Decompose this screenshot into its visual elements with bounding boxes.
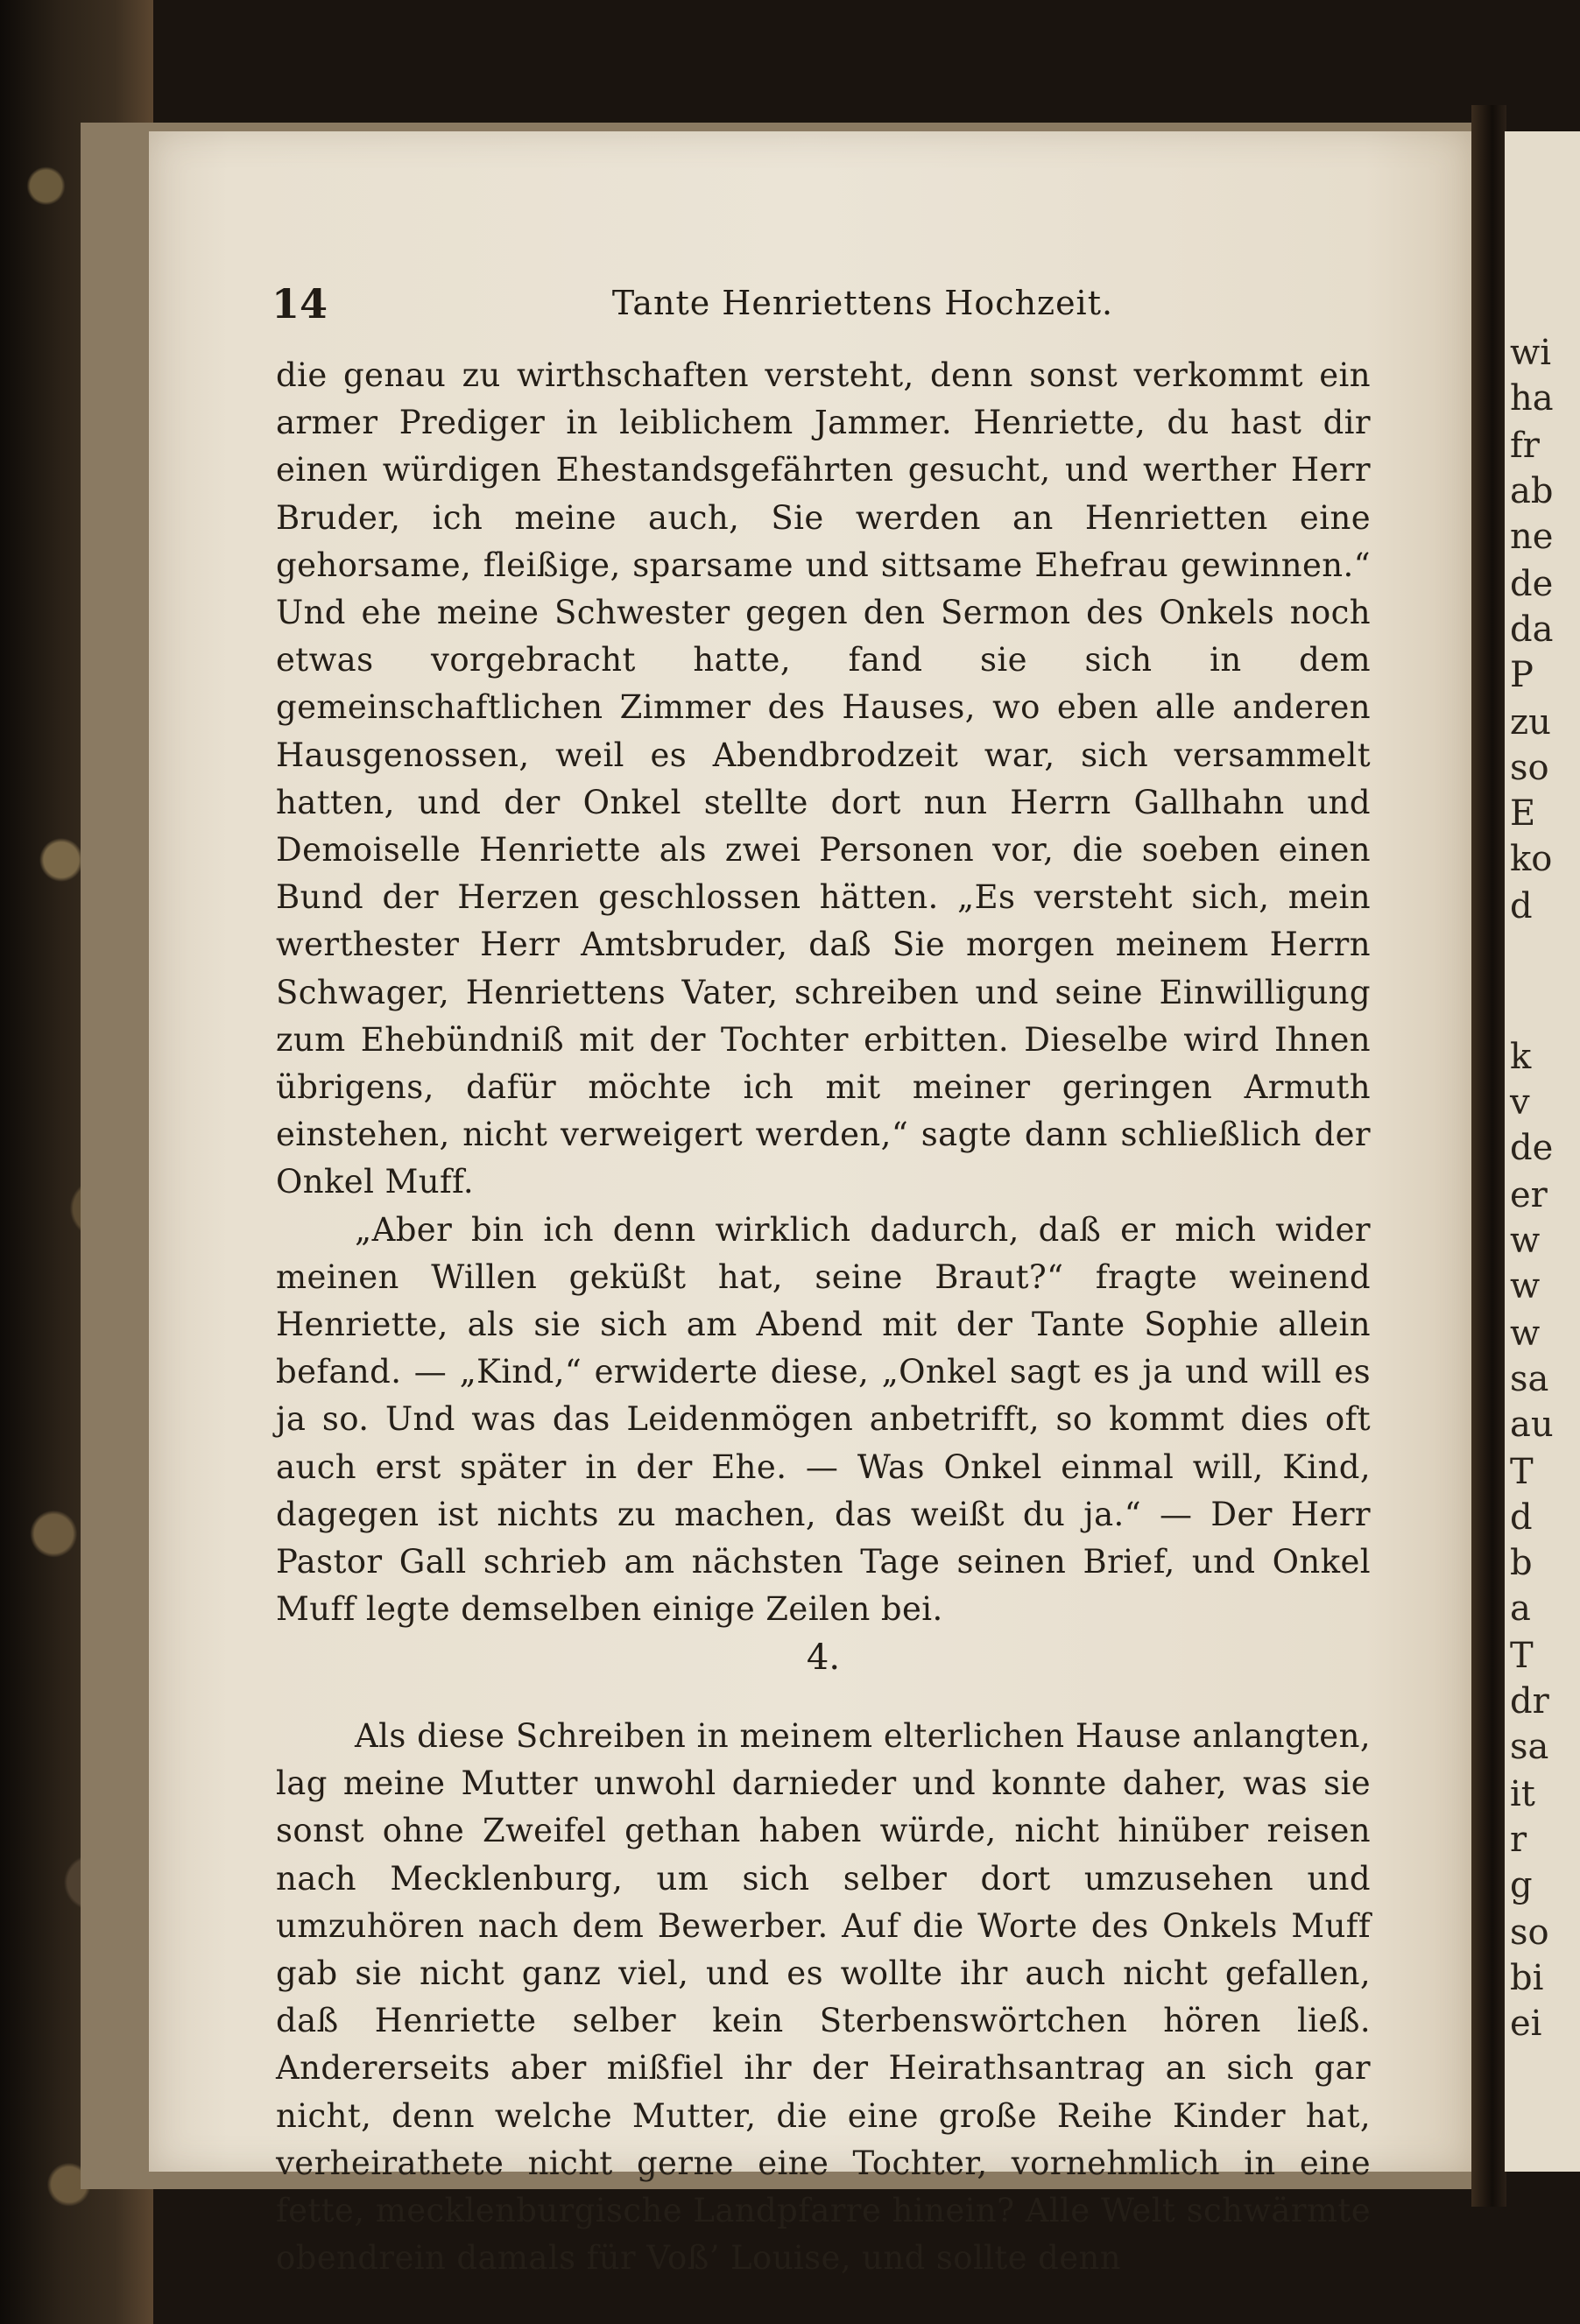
facing-page-fragment: T xyxy=(1510,1636,1534,1676)
facing-page-edge xyxy=(1505,131,1580,2172)
facing-page-fragment: b xyxy=(1510,1543,1533,1583)
facing-page-fragment: ha xyxy=(1510,378,1554,419)
facing-page-fragment: so xyxy=(1510,748,1549,788)
facing-page-fragment: au xyxy=(1510,1405,1554,1445)
facing-page-fragment: it xyxy=(1510,1774,1535,1814)
facing-page-fragment: P xyxy=(1510,655,1534,695)
facing-page-fragment: fr xyxy=(1510,426,1540,466)
facing-page-fragment: sa xyxy=(1510,1727,1549,1767)
facing-page-fragment: so xyxy=(1510,1912,1549,1953)
facing-page-fragment: k xyxy=(1510,1037,1532,1077)
facing-page-fragment: bi xyxy=(1510,1958,1544,1998)
facing-page-fragment: zu xyxy=(1510,702,1551,743)
facing-page-fragment: ko xyxy=(1510,839,1553,879)
facing-page-fragment: g xyxy=(1510,1865,1533,1905)
facing-page-fragment: w xyxy=(1510,1266,1541,1306)
facing-page-fragment: E xyxy=(1510,793,1536,834)
facing-page-fragment: T xyxy=(1510,1452,1534,1492)
paragraph: Als diese Schreiben in meinem elterlichen Hause anlangten, lag meine Mutter unwohl darnieder und konnte daher, was sie sonst ohne Zweifel gethan haben würde, nicht hinüber reisen nach Mecklenburg, um sich selber dort umzusehen und umzuhören nach dem Bewerber. Auf die Worte des Onkels Muff gab sie nicht ganz viel, und es wollte ihr auch nicht gefallen, daß Henriette selber kein Sterbenswörtchen hören ließ. Andererseits aber mißfiel ihr der Heirathsantrag an sich gar nicht, denn welche Mutter, die eine große Reihe Kinder hat, verheirathete nicht gerne eine Tochter, vornehmlich in eine fette, mecklenburgische Landpfarre hinein? Alle Welt schwärmte obendrein damals für Voß’ Louise, und sollte denn xyxy=(276,1717,1371,2278)
text-block-after-section xyxy=(276,1713,1371,2282)
paragraph: „Aber bin ich denn wirklich dadurch, daß er mich wider meinen Willen geküßt hat, seine Braut?“ fragte weinend Henriette, als sie sich am Abend mit der Tante Sophie allein befand. — „Kind,“ erwiderte diese, „Onkel sagt es ja und will es ja so. Und was das Leidenmögen anbetrifft, so kommt dies oft auch erst später in der Ehe. — Was Onkel einmal will, Kind, dagegen ist nichts zu machen, das weißt du ja.“ — Der Herr Pastor Gall schrieb am nächsten Tage seinen Brief, und Onkel Muff legte demselben einige Zeilen bei. xyxy=(276,1210,1371,1629)
facing-page-fragment: sa xyxy=(1510,1359,1549,1399)
facing-page-fragment: ab xyxy=(1510,471,1554,511)
facing-page-fragment: er xyxy=(1510,1175,1548,1215)
facing-page-fragment: de xyxy=(1510,1128,1554,1168)
book-page xyxy=(149,131,1471,2278)
facing-page-fragment: d xyxy=(1510,886,1533,926)
page-number: 14 xyxy=(272,280,328,327)
facing-page-fragment: d xyxy=(1510,1497,1533,1538)
section-number: 4. xyxy=(806,1637,841,1678)
facing-page-fragment: w xyxy=(1510,1313,1541,1354)
facing-page-fragment: dr xyxy=(1510,1681,1549,1722)
facing-page-fragment: ne xyxy=(1510,517,1554,557)
text-block-before-section xyxy=(276,352,1371,1633)
facing-page-fragment: r xyxy=(1510,1820,1527,1860)
facing-page-fragment: wi xyxy=(1510,333,1552,373)
book-gutter xyxy=(1471,105,1506,2207)
paragraph: die genau zu wirthschaften versteht, denn sonst verkommt ein armer Prediger in leiblichem Jammer. Henriette, du hast dir einen würdigen Ehestandsgefährten gesucht, und werther Herr Bruder, ich meine auch, Sie werden an Henrietten eine gehorsame, fleißige, sparsame und sittsame Ehefrau gewinnen.“ Und ehe meine Schwester gegen den Sermon des Onkels noch etwas vorgebracht hatte, fand sie sich in dem gemeinschaftlichen Zimmer des Hauses, wo eben alle anderen Hausgenossen, weil es Abendbrodzeit war, sich versammelt hatten, und der Onkel stellte dort nun Herrn Gallhahn und Demoiselle Henriette als zwei Personen vor, die soeben einen Bund der Herzen geschlossen hätten. „Es versteht sich, mein werthester Herr Amtsbruder, daß Sie morgen meinem Herrn Schwager, Henriettens Vater, schreiben und seine Einwilligung zum Ehebündniß mit der Tochter erbitten. Dieselbe wird Ihnen übrigens, dafür möchte ich mit meiner geringen Armuth einstehen, nicht verweigert werden,“ sagte dann schließlich der Onkel Muff. xyxy=(276,356,1371,1201)
facing-page-fragment: de xyxy=(1510,564,1554,604)
page-header xyxy=(149,280,1471,333)
facing-page-fragment: v xyxy=(1510,1082,1530,1123)
facing-page-fragment: w xyxy=(1510,1221,1541,1261)
running-title: Tante Henriettens Hochzeit. xyxy=(611,284,1114,322)
facing-page-fragment: ei xyxy=(1510,2004,1542,2044)
facing-page-fragment: da xyxy=(1510,609,1554,650)
facing-page-fragment: a xyxy=(1510,1588,1531,1629)
